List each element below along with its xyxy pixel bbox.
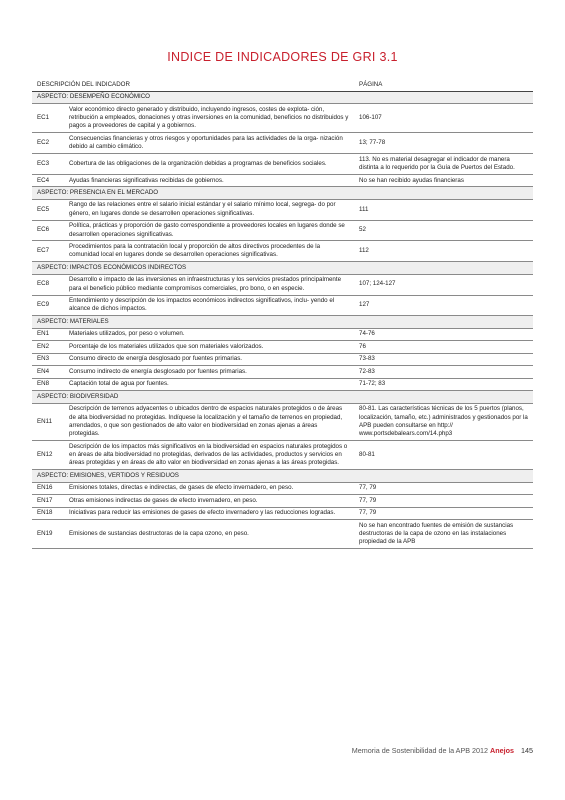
indicator-page: 72-83 (355, 366, 533, 378)
aspect-row (32, 187, 533, 199)
indicator-code: EN3 (32, 353, 69, 365)
indicator-page: No se han recibido ayudas financieras (355, 174, 533, 186)
table-row (32, 104, 533, 133)
indicator-page: 112 (355, 241, 533, 262)
gri-indicator-table (32, 80, 533, 549)
indicator-description: Captación total de agua por fuentes. (69, 378, 355, 390)
indicator-code: EN2 (32, 341, 69, 353)
table-row (32, 328, 533, 340)
indicator-page: 77, 79 (355, 482, 533, 494)
indicator-description: Consumo directo de energía desglosado por fuentes primarias. (69, 353, 355, 365)
footer-section: Anejos (490, 746, 514, 755)
page-number: 145 (521, 746, 533, 755)
aspect-heading: ASPECTO: PRESENCIA EN EL MERCADO (32, 187, 533, 199)
table-row (32, 341, 533, 353)
indicator-page: 111 (355, 199, 533, 220)
indicator-code: EN4 (32, 366, 69, 378)
indicator-description: Consecuencias financieras y otros riesgos y oportunidades para las actividades de la orga- nización debido al cambio climático. (69, 133, 355, 154)
indicator-page: 52 (355, 220, 533, 241)
aspect-heading: ASPECTO: BIODIVERSIDAD (32, 391, 533, 403)
indicator-description: Entendimiento y descripción de los impactos económicos indirectos significativos, inclu- yendo el alcance de dichos impactos. (69, 295, 355, 316)
indicator-description: Ayudas financieras significativas recibidas de gobiernos. (69, 174, 355, 186)
indicator-code: EC9 (32, 295, 69, 316)
indicator-page: 73-83 (355, 353, 533, 365)
indicator-page: 80-81 (355, 441, 533, 470)
column-header-page: PÁGINA (355, 80, 533, 91)
indicator-description: Consumo indirecto de energía desglosado por fuentes primarias. (69, 366, 355, 378)
table-row (32, 403, 533, 440)
indicator-description: Iniciativas para reducir las emisiones de gases de efecto invernadero y las reducciones logradas. (69, 507, 355, 519)
indicator-code: EC5 (32, 199, 69, 220)
indicator-page: 71-72; 83 (355, 378, 533, 390)
indicator-description: Procedimientos para la contratación local y proporción de altos directivos procedentes de la comunidad local en lugares donde se desarrollen operaciones significativas. (69, 241, 355, 262)
indicator-page: 113. No es material desagregar el indicador de manera distinta a lo requerido por la Guía de Puertos del Estado. (355, 154, 533, 175)
indicator-description: Desarrollo e impacto de las inversiones en infraestructuras y los servicios prestados principalmente para el beneficio público mediante compromisos comerciales, pro bono, o en especie. (69, 274, 355, 295)
indicator-code: EN8 (32, 378, 69, 390)
indicator-description: Porcentaje de los materiales utilizados que son materiales valorizados. (69, 341, 355, 353)
indicator-code: EN18 (32, 507, 69, 519)
indicator-code: EC7 (32, 241, 69, 262)
indicator-description: Rango de las relaciones entre el salario inicial estándar y el salario mínimo local, segrega- do por género, en lugares donde se desarrollen operaciones significativas. (69, 199, 355, 220)
indicator-code: EC4 (32, 174, 69, 186)
indicator-page: 127 (355, 295, 533, 316)
aspect-row (32, 91, 533, 103)
table-row (32, 241, 533, 262)
indicator-page: 80-81. Las características técnicas de los 5 puertos (planos, localización, tamaño, etc.) administrados y gestionados por la APB pueden consultarse en http:// www.portsdebalears.com/14.php3 (355, 403, 533, 440)
aspect-heading: ASPECTO: DESEMPEÑO ECONÓMICO (32, 91, 533, 103)
indicator-code: EN16 (32, 482, 69, 494)
indicator-page: 106-107 (355, 104, 533, 133)
indicator-description: Descripción de terrenos adyacentes o ubicados dentro de espacios naturales protegidos o de áreas de alta biodiversidad no protegidas. Indíquese la localización y el tamaño de terrenos en propiedad, arrendados, o que son gestionados de alto valor en biodiversidad en zonas ajenas a áreas protegidas. (69, 403, 355, 440)
indicator-description: Emisiones de sustancias destructoras de la capa ozono, en peso. (69, 520, 355, 549)
indicator-page: No se han encontrado fuentes de emisión de sustancias destructoras de la capa de ozono en las instalaciones propiedad de la APB (355, 520, 533, 549)
page-title: INDICE DE INDICADORES DE GRI 3.1 (167, 50, 398, 64)
aspect-heading: ASPECTO: EMISIONES, VERTIDOS Y RESIDUOS (32, 470, 533, 482)
table-row (32, 220, 533, 241)
indicator-code: EN12 (32, 441, 69, 470)
indicator-description: Otras emisiones indirectas de gases de efecto invernadero, en peso. (69, 495, 355, 507)
indicator-description: Cobertura de las obligaciones de la organización debidas a programas de beneficios sociales. (69, 154, 355, 175)
table-row (32, 353, 533, 365)
table-row (32, 441, 533, 470)
indicator-page: 107; 124-127 (355, 274, 533, 295)
table-row (32, 133, 533, 154)
indicator-description: Valor económico directo generado y distribuido, incluyendo ingresos, costes de explota- ción, retribución a empleados, donaciones y otras inversiones en la comunidad, beneficios no distribuidos y pagos a proveedores de capital y a gobiernos. (69, 104, 355, 133)
indicator-code: EN1 (32, 328, 69, 340)
column-header-description: DESCRIPCIÓN DEL INDICADOR (32, 80, 355, 91)
table-row (32, 507, 533, 519)
indicator-page: 74-76 (355, 328, 533, 340)
table-row (32, 174, 533, 186)
indicator-description: Emisiones totales, directas e indirectas, de gases de efecto invernadero, en peso. (69, 482, 355, 494)
aspect-heading: ASPECTO: IMPACTOS ECONÓMICOS INDIRECTOS (32, 262, 533, 274)
aspect-row (32, 262, 533, 274)
table-header-row (32, 80, 533, 91)
indicator-code: EC2 (32, 133, 69, 154)
aspect-row (32, 470, 533, 482)
indicator-code: EC1 (32, 104, 69, 133)
footer-report-title: Memoria de Sostenibilidad de la APB 2012 (351, 746, 489, 755)
table-row (32, 154, 533, 175)
indicator-page: 77, 79 (355, 507, 533, 519)
indicator-code: EC6 (32, 220, 69, 241)
indicator-code: EN11 (32, 403, 69, 440)
table-row (32, 482, 533, 494)
indicator-code: EC8 (32, 274, 69, 295)
table-row (32, 199, 533, 220)
aspect-row (32, 391, 533, 403)
indicator-page: 77, 79 (355, 495, 533, 507)
table-row (32, 274, 533, 295)
table-row (32, 366, 533, 378)
aspect-row (32, 316, 533, 328)
table-row (32, 520, 533, 549)
indicator-page: 13; 77-78 (355, 133, 533, 154)
indicator-code: EN17 (32, 495, 69, 507)
indicator-description: Materiales utilizados, por peso o volumen. (69, 328, 355, 340)
indicator-page: 76 (355, 341, 533, 353)
table-row (32, 295, 533, 316)
indicator-code: EN19 (32, 520, 69, 549)
indicator-description: Descripción de los impactos más significativos en la biodiversidad en espacios naturales protegidos o en áreas de alta biodiversidad no protegidas, derivados de las actividades, productos y servicios en áreas protegidas y en áreas de alto valor en biodiversidad en zonas ajenas a las áreas protegidas. (69, 441, 355, 470)
indicator-code: EC3 (32, 154, 69, 175)
table-row (32, 495, 533, 507)
page-footer (352, 746, 533, 755)
aspect-heading: ASPECTO: MATERIALES (32, 316, 533, 328)
indicator-description: Política, prácticas y proporción de gasto correspondiente a proveedores locales en lugares donde se desarrollen operaciones significativas. (69, 220, 355, 241)
table-row (32, 378, 533, 390)
